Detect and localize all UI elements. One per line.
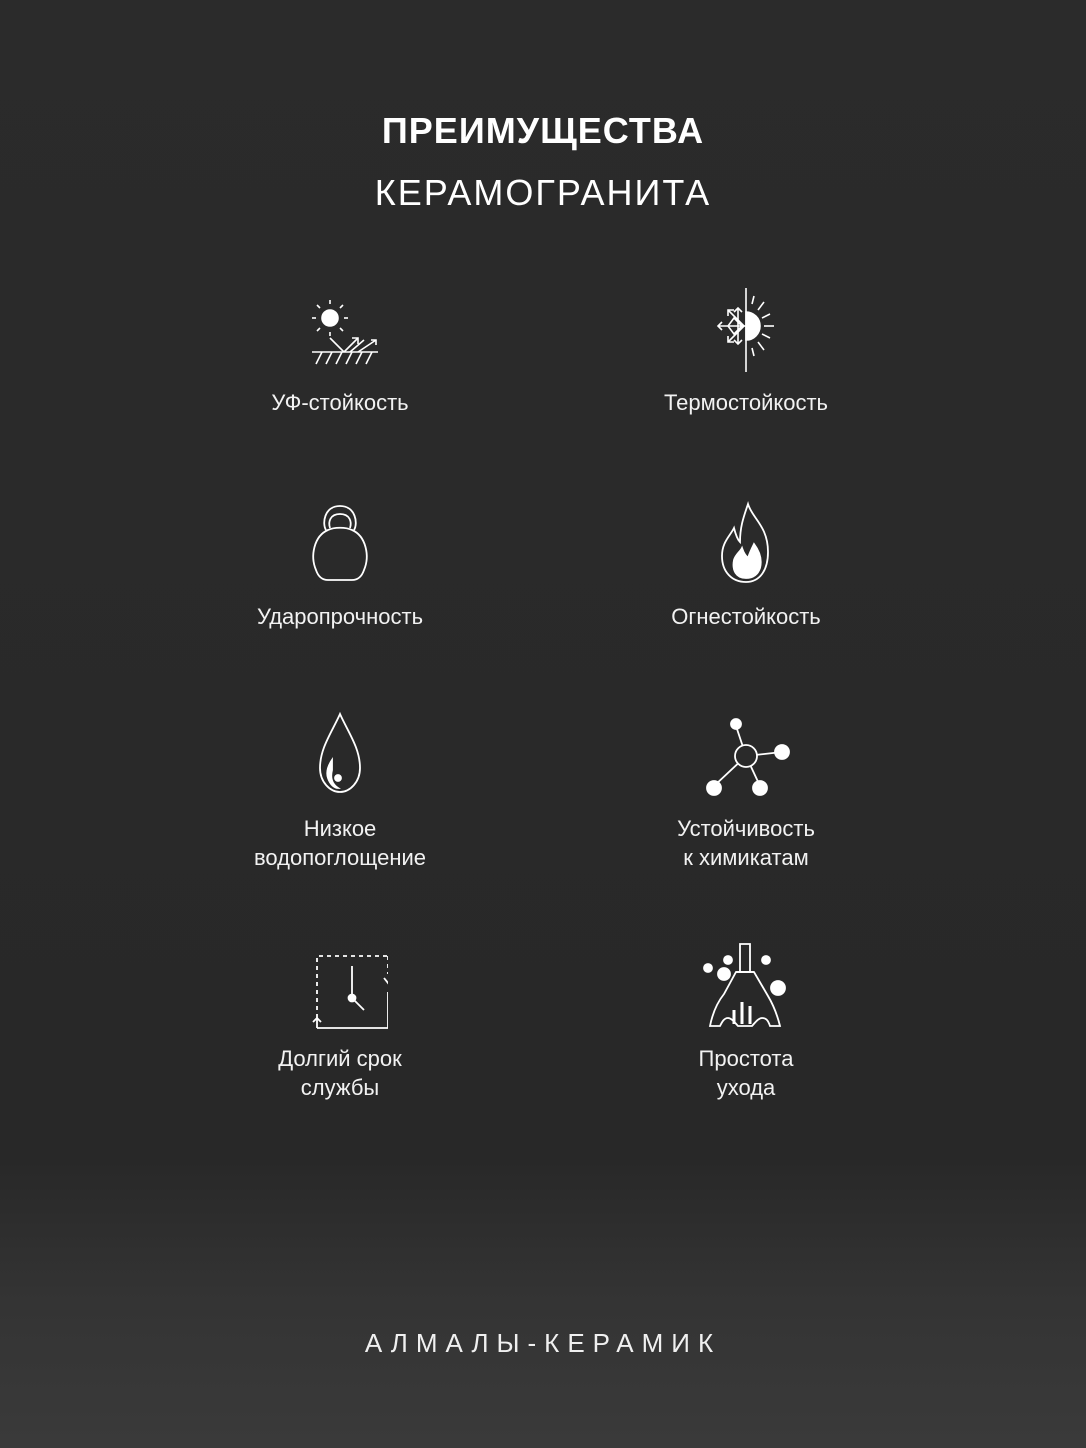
feature-low-water-absorption xyxy=(180,708,500,872)
feature-label: Долгий срок службы xyxy=(278,1046,402,1100)
feature-easy-maintenance xyxy=(586,938,906,1102)
feature-label: УФ-стойкость xyxy=(271,390,409,415)
feature-chemical-resistance xyxy=(586,708,906,872)
thermo-sun-snow-icon xyxy=(698,282,794,378)
clock-icon xyxy=(292,938,388,1034)
feature-uv-resistance xyxy=(180,282,500,417)
fire-icon xyxy=(698,496,794,592)
feature-label: Ударопрочность xyxy=(256,604,424,629)
feature-long-service-life xyxy=(180,938,500,1102)
kettlebell-icon xyxy=(292,496,388,592)
feature-impact-resistance xyxy=(180,496,500,631)
broom-icon xyxy=(698,938,794,1034)
feature-fire-resistance xyxy=(586,496,906,631)
feature-thermal-resistance xyxy=(586,282,906,417)
brand-name: АЛМАЛЫ-КЕРАМИК xyxy=(364,1328,722,1358)
page-subtitle: КЕРАМОГРАНИТА xyxy=(374,172,712,213)
water-drop-icon xyxy=(292,708,388,804)
page-title: ПРЕИМУЩЕСТВА xyxy=(381,110,705,151)
feature-label: Простота ухода xyxy=(698,1046,794,1100)
feature-label: Термостойкость xyxy=(663,390,829,415)
uv-sun-icon xyxy=(292,282,388,378)
feature-label: Устойчивость к химикатам xyxy=(677,816,815,870)
feature-label: Огнестойкость xyxy=(671,604,821,629)
feature-label: Низкое водопоглощение xyxy=(253,816,427,870)
molecule-icon xyxy=(698,708,794,804)
